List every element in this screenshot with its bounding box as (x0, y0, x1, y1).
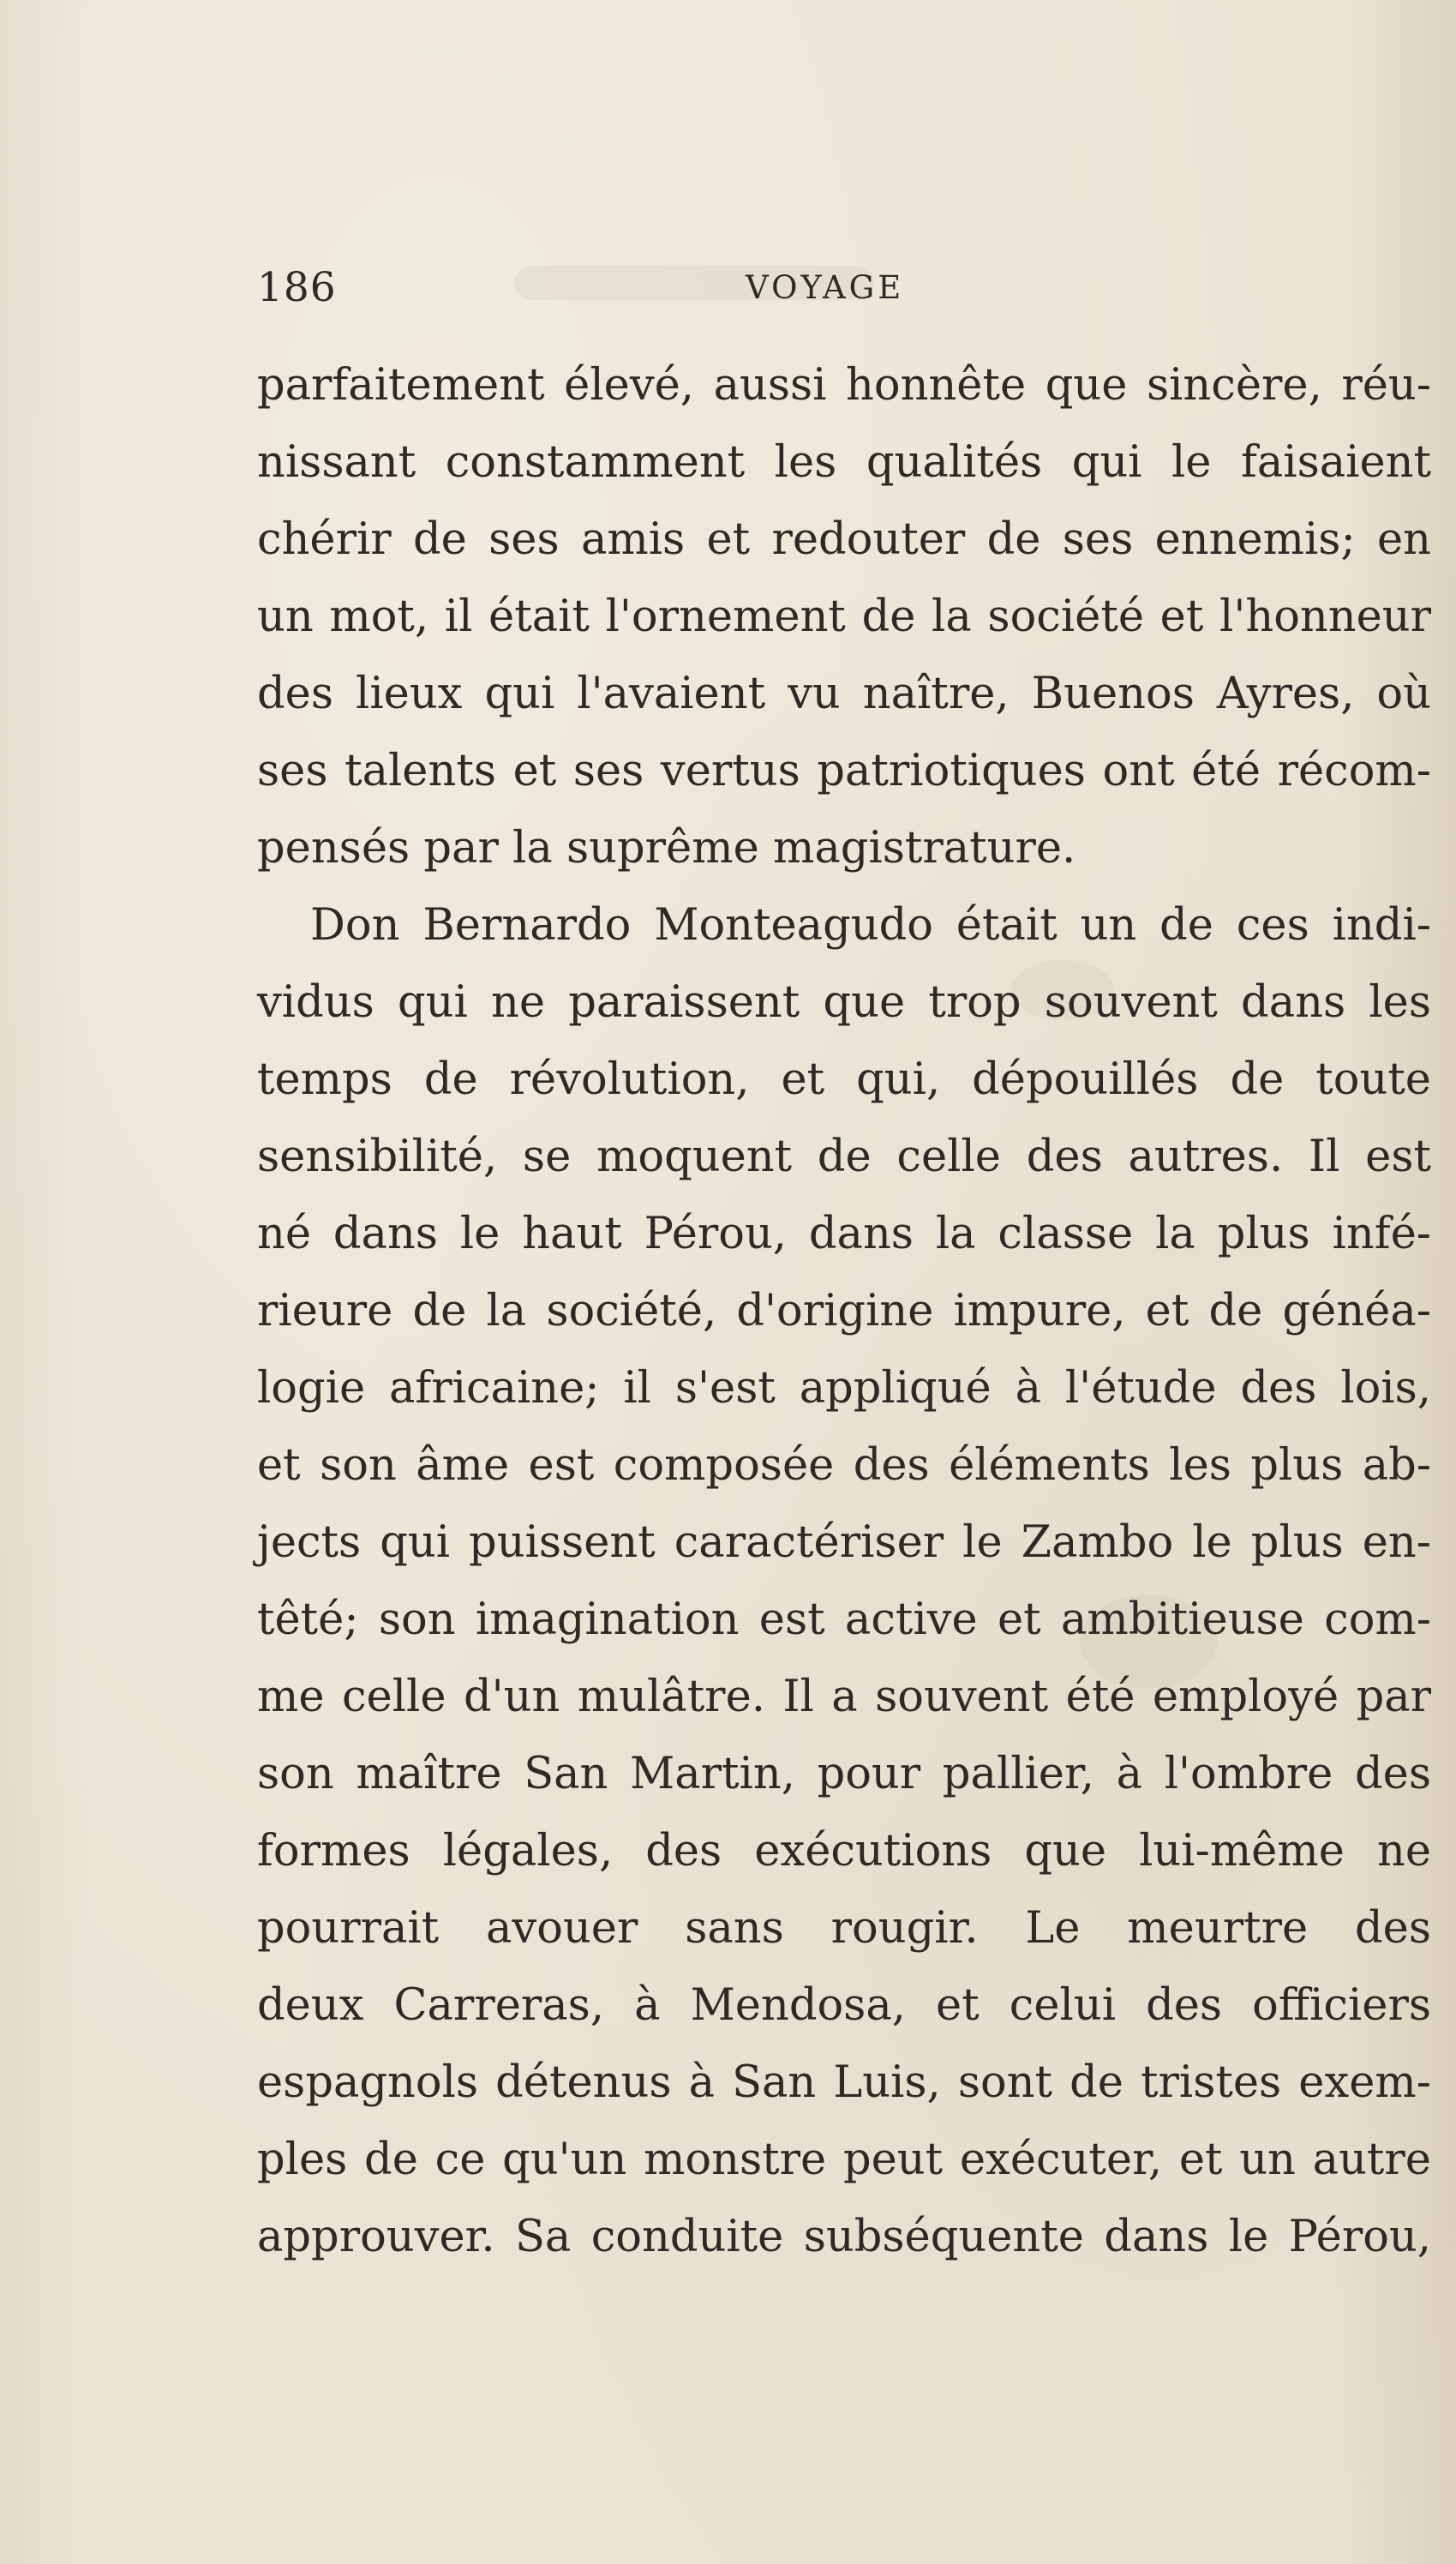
text-line: têté; son imagination est active et ambitieuse com- (257, 1594, 1431, 1645)
text-line: son maître San Martin, pour pallier, à l'ombre des (257, 1749, 1431, 1799)
text-line: temps de révolution, et qui, dépouillés de toute (257, 1054, 1431, 1105)
text-line: jects qui puissent caractériser le Zambo le plus en- (257, 1517, 1431, 1568)
text-line: des lieux qui l'avaient vu naître, Buenos Ayres, où (257, 669, 1431, 719)
text-line: et son âme est composée des éléments les plus ab- (257, 1440, 1431, 1491)
text-line: rieure de la société, d'origine impure, et de généa- (257, 1286, 1431, 1336)
text-line: Don Bernardo Monteagudo était un de ces indi- (310, 900, 1431, 951)
text-line: logie africaine; il s'est appliqué à l'étude des lois, (257, 1363, 1431, 1414)
text-line: vidus qui ne paraissent que trop souvent dans les (257, 977, 1431, 1028)
text-line: nissant constamment les qualités qui le faisaient (257, 437, 1431, 488)
text-line: me celle d'un mulâtre. Il a souvent été employé par (257, 1672, 1431, 1722)
text-line: parfaitement élevé, aussi honnête que sincère, réu- (257, 360, 1431, 411)
text-line: deux Carreras, à Mendosa, et celui des officiers (257, 1980, 1431, 2031)
text-line: ples de ce qu'un monstre peut exécuter, et un autre (257, 2135, 1431, 2185)
text-line: espagnols détenus à San Luis, sont de tristes exem- (257, 2057, 1431, 2108)
body-text (257, 347, 1431, 2276)
text-line: ses talents et ses vertus patriotiques ont été récom- (257, 746, 1431, 796)
text-line: pensés par la suprême magistrature. (257, 823, 1076, 874)
text-line: formes légales, des exécutions que lui-même ne (257, 1826, 1431, 1876)
page-header (257, 264, 1431, 315)
text-line: approuver. Sa conduite subséquente dans le Pérou, (257, 2212, 1431, 2262)
text-line: pourrait avouer sans rougir. Le meurtre des (257, 1903, 1431, 1954)
text-line: sensibilité, se moquent de celle des autres. Il est (257, 1132, 1431, 1182)
text-line: un mot, il était l'ornement de la société et l'honneur (257, 591, 1431, 642)
text-line: né dans le haut Pérou, dans la classe la plus infé- (257, 1209, 1431, 1259)
running-head: VOYAGE (746, 269, 905, 306)
page-number: 186 (257, 264, 337, 311)
text-line: chérir de ses amis et redouter de ses ennemis; en (257, 514, 1431, 565)
